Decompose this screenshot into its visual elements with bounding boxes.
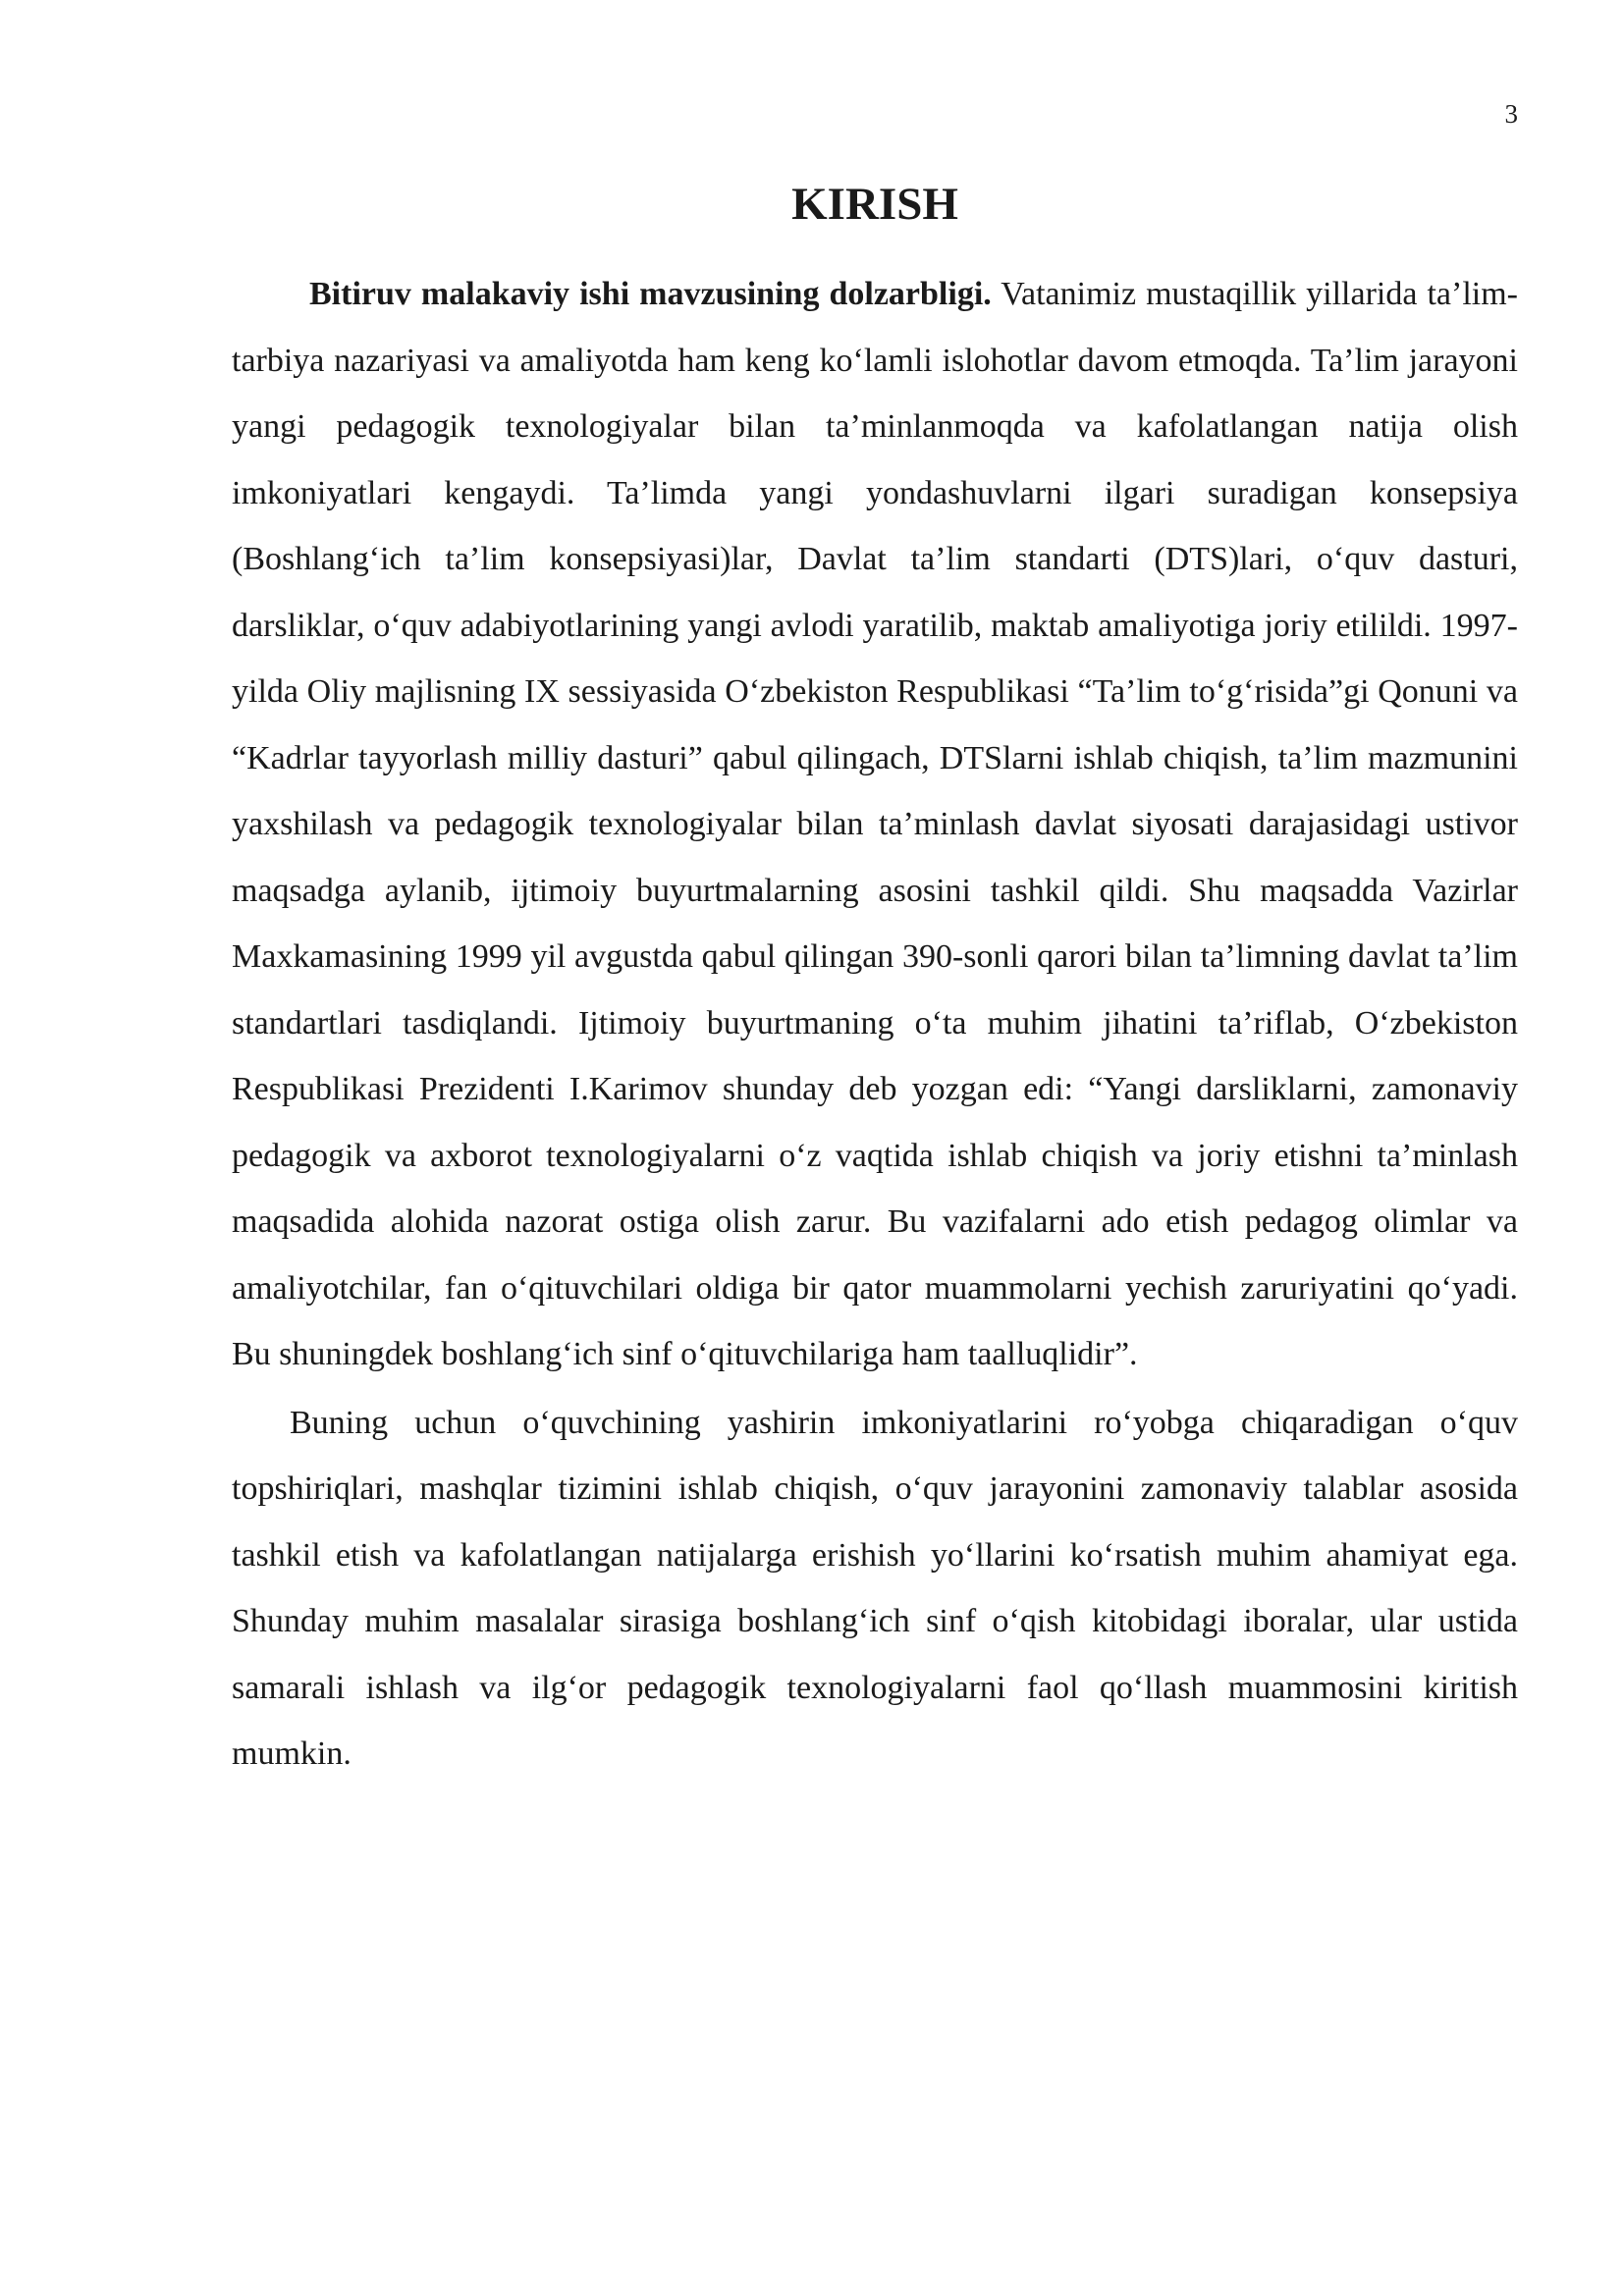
paragraph-1-text: Vatanimiz mustaqillik yillarida ta’lim-tarbiya nazariyasi va amaliyotda ham keng ko‘lamli islohotlar davom etmoqda. Ta’lim jarayoni yangi pedagogik texnologiyalar bilan ta’minlanmoqda va kafolatlangan natija olish imkoniyatlari kengaydi. Ta’limda yangi yondashuvlarni ilgari suradigan konsepsiya (Boshlang‘ich ta’lim konsepsiyasi)lar, Davlat ta’lim standarti (DTS)lari, o‘quv dasturi, darsliklar, o‘quv adabiyotlarining yangi avlodi yaratilib, maktab amaliyotiga joriy etilildi. 1997- yilda Oliy majlisning IX sessiyasida O‘zbekiston Respublikasi “Ta’lim to‘g‘risida”gi Qonuni va “Kadrlar tayyorlash milliy dasturi” qabul qilingach, DTSlarni ishlab chiqish, ta’lim mazmunini yaxshilash va pedagogik texnologiyalar bilan ta’minlash davlat siyosati darajasidagi ustivor maqsadga aylanib, ijtimoiy buyurtmalarning asosini tashkil qildi. Shu maqsadda Vazirlar Maxkamasining 1999 yil avgustda qabul qilingan 390-sonli qarori bilan ta’limning davlat ta’lim standartlari tasdiqlandi. Ijtimoiy buyurtmaning o‘ta muhim jihatini ta’riflab, O‘zbekiston Respublikasi Prezidenti I.Karimov shunday deb yozgan edi: “Yangi darsliklarni, zamonaviy pedagogik va axborot texnologiyalarni o‘z vaqtida ishlab chiqish va joriy etishni ta’minlash maqsadida alohida nazorat ostiga olish zarur. Bu vazifalarni ado etish pedagog olimlar va amaliyotchilar, fan o‘qituvchilari oldiga bir qator muammolarni yechish zaruriyatini qo‘yadi. Bu shuningdek boshlang‘ich sinf o‘qituvchilariga ham taalluqlidir”. <box>232 276 1518 1372</box>
paragraph-2: Buning uchun o‘quvchining yashirin imkoniyatlarini ro‘yobga chiqaradigan o‘quv topshiriqlari, mashqlar tizimini ishlab chiqish, o‘quv jarayonini zamonaviy talablar asosida tashkil etish va kafolatlangan natijalarga erishish yo‘llarini ko‘rsatish muhim ahamiyat ega. Shunday muhim masalalar sirasiga boshlang‘ich sinf o‘qish kitobidagi iboralar, ular ustida samarali ishlash va ilg‘or pedagogik texnologiyalarni faol qo‘llash muammosini kiritish mumkin. <box>232 1404 1518 1772</box>
paragraph-1 <box>232 261 1518 1388</box>
document-body <box>232 261 1518 1788</box>
page-number: 3 <box>1504 99 1518 129</box>
paragraph-lead-heading: Bitiruv malakaviy ishi mavzusining dolzarbligi. <box>309 276 992 312</box>
page-title: KIRISH <box>791 179 958 230</box>
